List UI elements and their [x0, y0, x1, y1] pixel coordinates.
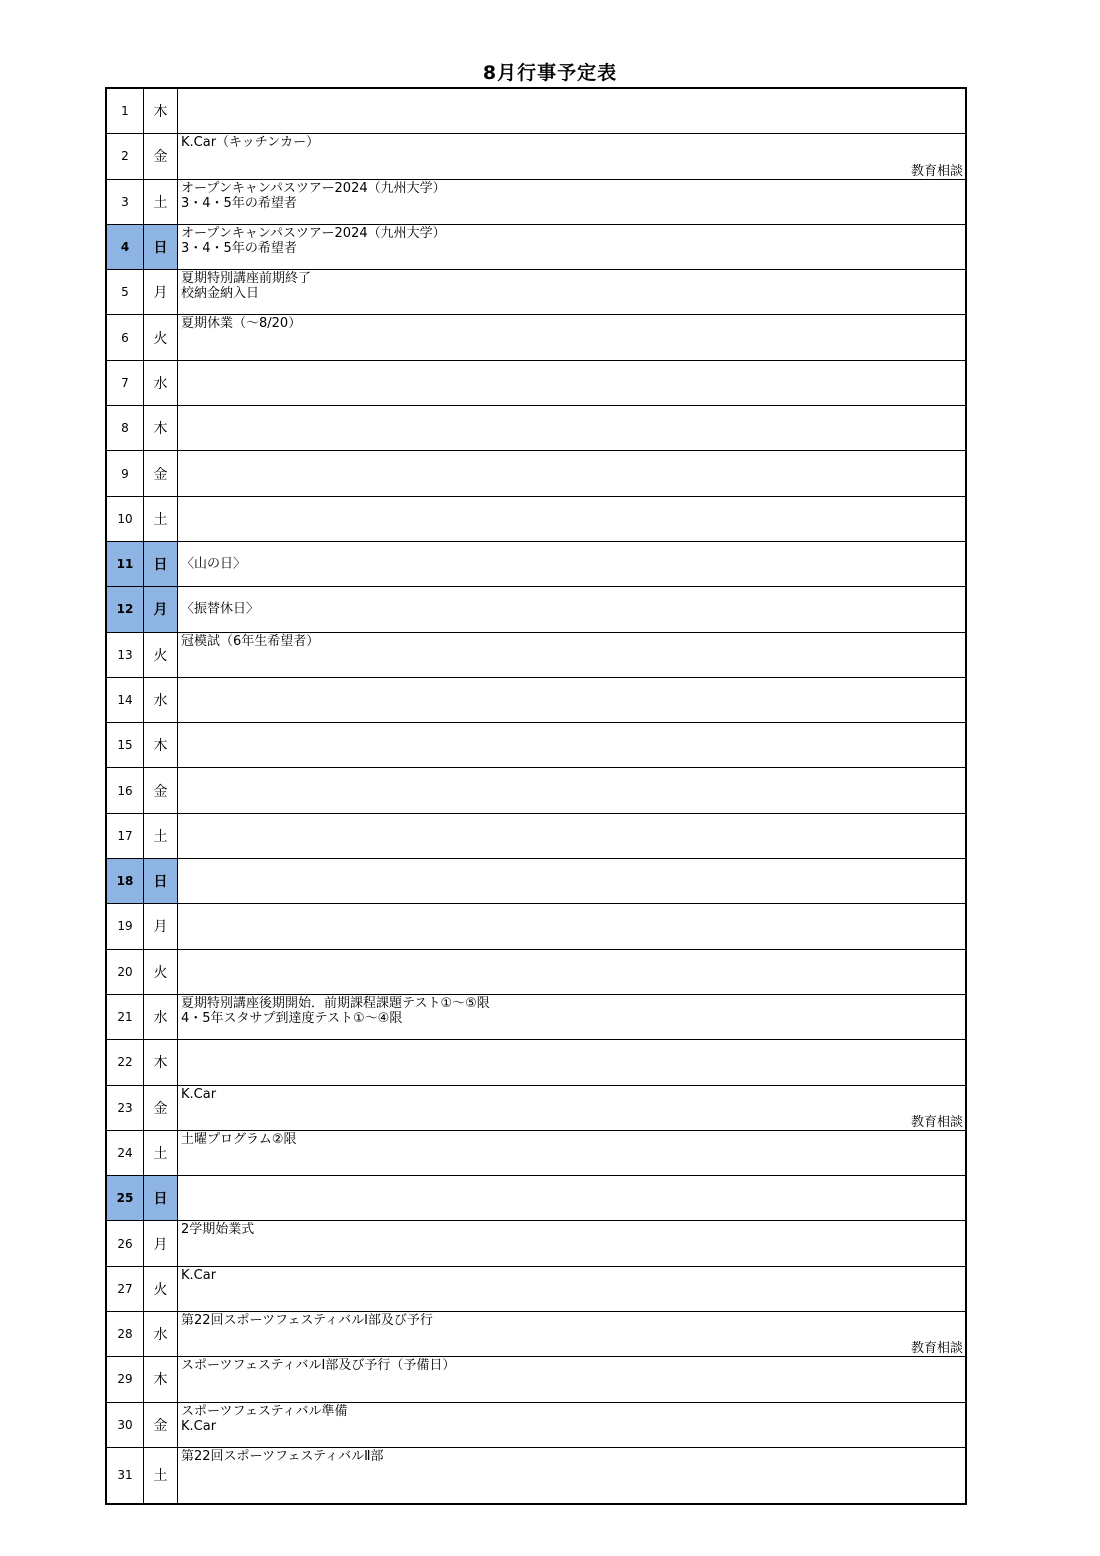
- day-of-week: 日: [144, 859, 178, 903]
- event-text: 土曜プログラム②限: [181, 1131, 297, 1147]
- event-cell: [178, 950, 965, 994]
- day-of-week: 木: [144, 406, 178, 450]
- schedule-row: [107, 633, 965, 678]
- event-text: オープンキャンパスツアー2024（九州大学）: [181, 225, 446, 241]
- day-of-week: 木: [144, 89, 178, 133]
- event-cell: [178, 89, 965, 133]
- schedule-row: [107, 859, 965, 904]
- event-cell: [178, 1176, 965, 1220]
- schedule-row: [107, 1040, 965, 1085]
- schedule-row: [107, 587, 965, 632]
- day-number: 25: [107, 1176, 144, 1220]
- day-number: 18: [107, 859, 144, 903]
- event-cell: [178, 1448, 965, 1503]
- event-cell: [178, 542, 965, 586]
- event-cell: [178, 904, 965, 948]
- event-cell: [178, 723, 965, 767]
- day-number: 4: [107, 225, 144, 269]
- event-text: 〈振替休日〉: [181, 601, 260, 617]
- day-of-week: 木: [144, 1357, 178, 1401]
- event-text: K.Car: [181, 1086, 217, 1102]
- schedule-row: [107, 950, 965, 995]
- event-text: 第22回スポーツフェスティバルⅠ部及び予行: [181, 1313, 433, 1329]
- event-cell: [178, 1131, 965, 1175]
- day-of-week: 土: [144, 1448, 178, 1503]
- schedule-row: [107, 315, 965, 360]
- day-number: 5: [107, 270, 144, 314]
- consultation-note: 教育相談: [910, 1114, 963, 1130]
- day-of-week: 金: [144, 134, 178, 178]
- event-text: スポーツフェスティバルⅠ部及び予行（予備日）: [181, 1358, 456, 1374]
- consultation-note: 教育相談: [910, 163, 963, 179]
- day-of-week: 水: [144, 995, 178, 1039]
- day-number: 21: [107, 995, 144, 1039]
- day-number: 14: [107, 678, 144, 722]
- day-number: 13: [107, 633, 144, 677]
- day-of-week: 日: [144, 542, 178, 586]
- schedule-row: [107, 1176, 965, 1221]
- day-of-week: 木: [144, 1040, 178, 1084]
- day-of-week: 水: [144, 678, 178, 722]
- schedule-row: [107, 542, 965, 587]
- event-cell: [178, 134, 965, 178]
- day-number: 22: [107, 1040, 144, 1084]
- schedule-row: [107, 180, 965, 225]
- day-of-week: 水: [144, 361, 178, 405]
- event-cell: [178, 1267, 965, 1311]
- schedule-row: [107, 361, 965, 406]
- schedule-row: [107, 1357, 965, 1402]
- event-cell: [178, 1357, 965, 1401]
- day-number: 19: [107, 904, 144, 948]
- day-number: 26: [107, 1221, 144, 1265]
- day-of-week: 木: [144, 723, 178, 767]
- event-text: 夏期休業（～8/20）: [181, 316, 302, 332]
- schedule-row: [107, 497, 965, 542]
- schedule-row: [107, 89, 965, 134]
- event-cell: [178, 768, 965, 812]
- event-text: 夏期特別講座前期終了: [181, 271, 312, 287]
- day-number: 20: [107, 950, 144, 994]
- day-of-week: 土: [144, 814, 178, 858]
- event-cell: [178, 225, 965, 269]
- day-number: 28: [107, 1312, 144, 1356]
- event-text: 3・4・5年の希望者: [181, 240, 297, 256]
- event-cell: [178, 1312, 965, 1356]
- day-number: 8: [107, 406, 144, 450]
- event-cell: [178, 180, 965, 224]
- day-number: 15: [107, 723, 144, 767]
- day-number: 12: [107, 587, 144, 631]
- event-text: 〈山の日〉: [181, 556, 247, 572]
- page-title: 8月行事予定表: [482, 62, 618, 84]
- day-of-week: 水: [144, 1312, 178, 1356]
- day-number: 6: [107, 315, 144, 359]
- day-number: 29: [107, 1357, 144, 1401]
- day-number: 17: [107, 814, 144, 858]
- schedule-row: [107, 406, 965, 451]
- schedule-row: [107, 1403, 965, 1448]
- day-of-week: 火: [144, 1267, 178, 1311]
- day-of-week: 火: [144, 315, 178, 359]
- event-text: 校納金納入日: [181, 286, 260, 302]
- schedule-row: [107, 225, 965, 270]
- event-cell: [178, 859, 965, 903]
- day-number: 24: [107, 1131, 144, 1175]
- event-text: オープンキャンパスツアー2024（九州大学）: [181, 180, 446, 196]
- schedule-row: [107, 814, 965, 859]
- day-of-week: 日: [144, 225, 178, 269]
- day-of-week: 金: [144, 451, 178, 495]
- event-cell: [178, 270, 965, 314]
- event-text: 2学期始業式: [181, 1222, 255, 1238]
- day-number: 23: [107, 1086, 144, 1130]
- schedule-table: [105, 87, 967, 1505]
- day-number: 16: [107, 768, 144, 812]
- schedule-row: [107, 270, 965, 315]
- event-cell: [178, 587, 965, 631]
- consultation-note: 教育相談: [910, 1341, 963, 1357]
- day-number: 31: [107, 1448, 144, 1503]
- event-text: 夏期特別講座後期開始．前期課程課題テスト①～⑤限: [181, 995, 490, 1011]
- event-cell: [178, 315, 965, 359]
- schedule-row: [107, 451, 965, 496]
- event-cell: [178, 678, 965, 722]
- event-text: 3・4・5年の希望者: [181, 195, 297, 211]
- event-cell: [178, 497, 965, 541]
- schedule-row: [107, 134, 965, 179]
- schedule-row: [107, 1267, 965, 1312]
- schedule-row: [107, 995, 965, 1040]
- day-of-week: 金: [144, 1403, 178, 1447]
- event-cell: [178, 361, 965, 405]
- day-number: 1: [107, 89, 144, 133]
- day-of-week: 日: [144, 1176, 178, 1220]
- day-of-week: 月: [144, 904, 178, 948]
- schedule-row: [107, 1221, 965, 1266]
- schedule-row: [107, 1086, 965, 1131]
- schedule-row: [107, 678, 965, 723]
- schedule-row: [107, 904, 965, 949]
- event-text: K.Car: [181, 1418, 217, 1434]
- event-text: K.Car: [181, 1267, 217, 1283]
- schedule-row: [107, 768, 965, 813]
- event-text: K.Car（キッチンカー）: [181, 135, 320, 151]
- day-number: 10: [107, 497, 144, 541]
- schedule-row: [107, 723, 965, 768]
- schedule-row: [107, 1131, 965, 1176]
- event-cell: [178, 1040, 965, 1084]
- day-number: 27: [107, 1267, 144, 1311]
- event-cell: [178, 451, 965, 495]
- day-number: 3: [107, 180, 144, 224]
- day-of-week: 土: [144, 497, 178, 541]
- event-text: 第22回スポーツフェスティバルⅡ部: [181, 1448, 384, 1464]
- event-cell: [178, 1403, 965, 1447]
- day-of-week: 土: [144, 1131, 178, 1175]
- day-of-week: 月: [144, 270, 178, 314]
- event-cell: [178, 1086, 965, 1130]
- event-cell: [178, 1221, 965, 1265]
- day-of-week: 月: [144, 587, 178, 631]
- schedule-row: [107, 1312, 965, 1357]
- day-number: 30: [107, 1403, 144, 1447]
- day-number: 9: [107, 451, 144, 495]
- day-of-week: 月: [144, 1221, 178, 1265]
- day-number: 2: [107, 134, 144, 178]
- day-of-week: 金: [144, 1086, 178, 1130]
- day-number: 11: [107, 542, 144, 586]
- event-cell: [178, 814, 965, 858]
- day-of-week: 火: [144, 950, 178, 994]
- event-cell: [178, 995, 965, 1039]
- day-number: 7: [107, 361, 144, 405]
- event-text: 4・5年スタサプ到達度テスト①～④限: [181, 1010, 403, 1026]
- day-of-week: 金: [144, 768, 178, 812]
- event-text: 冠模試（6年生希望者）: [181, 633, 320, 649]
- schedule-row: [107, 1448, 965, 1503]
- event-cell: [178, 633, 965, 677]
- event-text: スポーツフェスティバル準備: [181, 1403, 348, 1419]
- event-cell: [178, 406, 965, 450]
- day-of-week: 土: [144, 180, 178, 224]
- day-of-week: 火: [144, 633, 178, 677]
